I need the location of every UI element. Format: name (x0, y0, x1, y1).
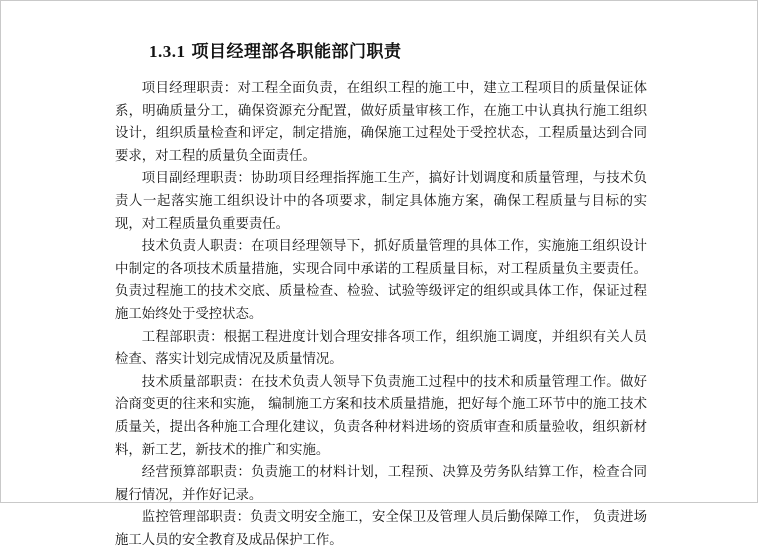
paragraph-term: 项目副经理职责： (141, 171, 252, 187)
section-number: 1.3.1 (149, 42, 186, 61)
paragraph-budget-dept (115, 462, 647, 507)
section-title: 项目经理部各职能部门职责 (191, 42, 402, 62)
paragraph-project-manager (115, 78, 647, 168)
paragraph-text: 对工程全面负责，在组织工程的施工中，建立工程项目的质量保证体系，明确质量分工，确保资源充分配置，做好质量审核工作，在施工中认真执行施工组织设计，组织质量检查和评定，制定措施，确保施工过程处于受控状态，工程质量达到合同要求，对工程的质量负全面责任。 (115, 81, 648, 164)
paragraph-term: 经营预算部职责： (141, 465, 252, 481)
paragraph-text: 在技术负责人领导下负责施工过程中的技术和质量管理工作。做好洽商变更的往来和实施， 编制施工方案和技术质量措施，把好每个施工环节中的施工技术质量关，提出各种施工合理化建议，负责各种材料进场的资质审查和质量验收，组织新材料，新工艺，新技术的推广和实施。 (115, 374, 648, 458)
paragraph-tech-quality-dept (115, 372, 647, 462)
paragraph-technical-lead (115, 236, 647, 326)
paragraph-text: 根据工程进度计划合理安排各项工作，组织施工调度，并组织有关人员检查、落实计划完成情况及质量情况。 (115, 329, 647, 368)
paragraph-text: 负责施工的材料计划，工程预、决算及劳务队结算工作，检查合同履行情况，并作好记录。 (115, 465, 648, 503)
paragraph-term: 项目经理职责： (141, 81, 238, 96)
paragraph-monitoring-dept (115, 507, 647, 552)
paragraph-text: 协助项目经理指挥施工生产，搞好计划调度和质量管理，与技术负责人一起落实施工组织设计中的各项要求，制定具体施方案，确保工程质量与目标的实现，对工程质量负重要责任。 (115, 171, 648, 232)
paragraph-term: 监控管理部职责： (141, 510, 251, 526)
paragraph-deputy-manager (115, 168, 647, 236)
paragraph-term: 技术负责人职责： (141, 239, 252, 255)
section-body (115, 78, 647, 552)
paragraph-engineering-dept (115, 327, 647, 372)
paragraph-term: 技术质量部职责： (141, 374, 252, 390)
paragraph-text: 负责文明安全施工，安全保卫及管理人员后勤保障工作， 负责进场施工人员的安全教育及成品保护工作。 (115, 510, 647, 548)
section-heading (149, 37, 402, 62)
paragraph-term: 工程部职责： (141, 329, 224, 345)
paragraph-text: 在项目经理领导下，抓好质量管理的具体工作，实施施工组织设计中制定的各项技术质量措施，实现合同中承诺的工程质量目标，对工程质量负主要责任。负责过程施工的技术交底、质量检查、检验、试验等级评定的组织或具体工作，保证过程施工始终处于受控状态。 (115, 239, 648, 322)
